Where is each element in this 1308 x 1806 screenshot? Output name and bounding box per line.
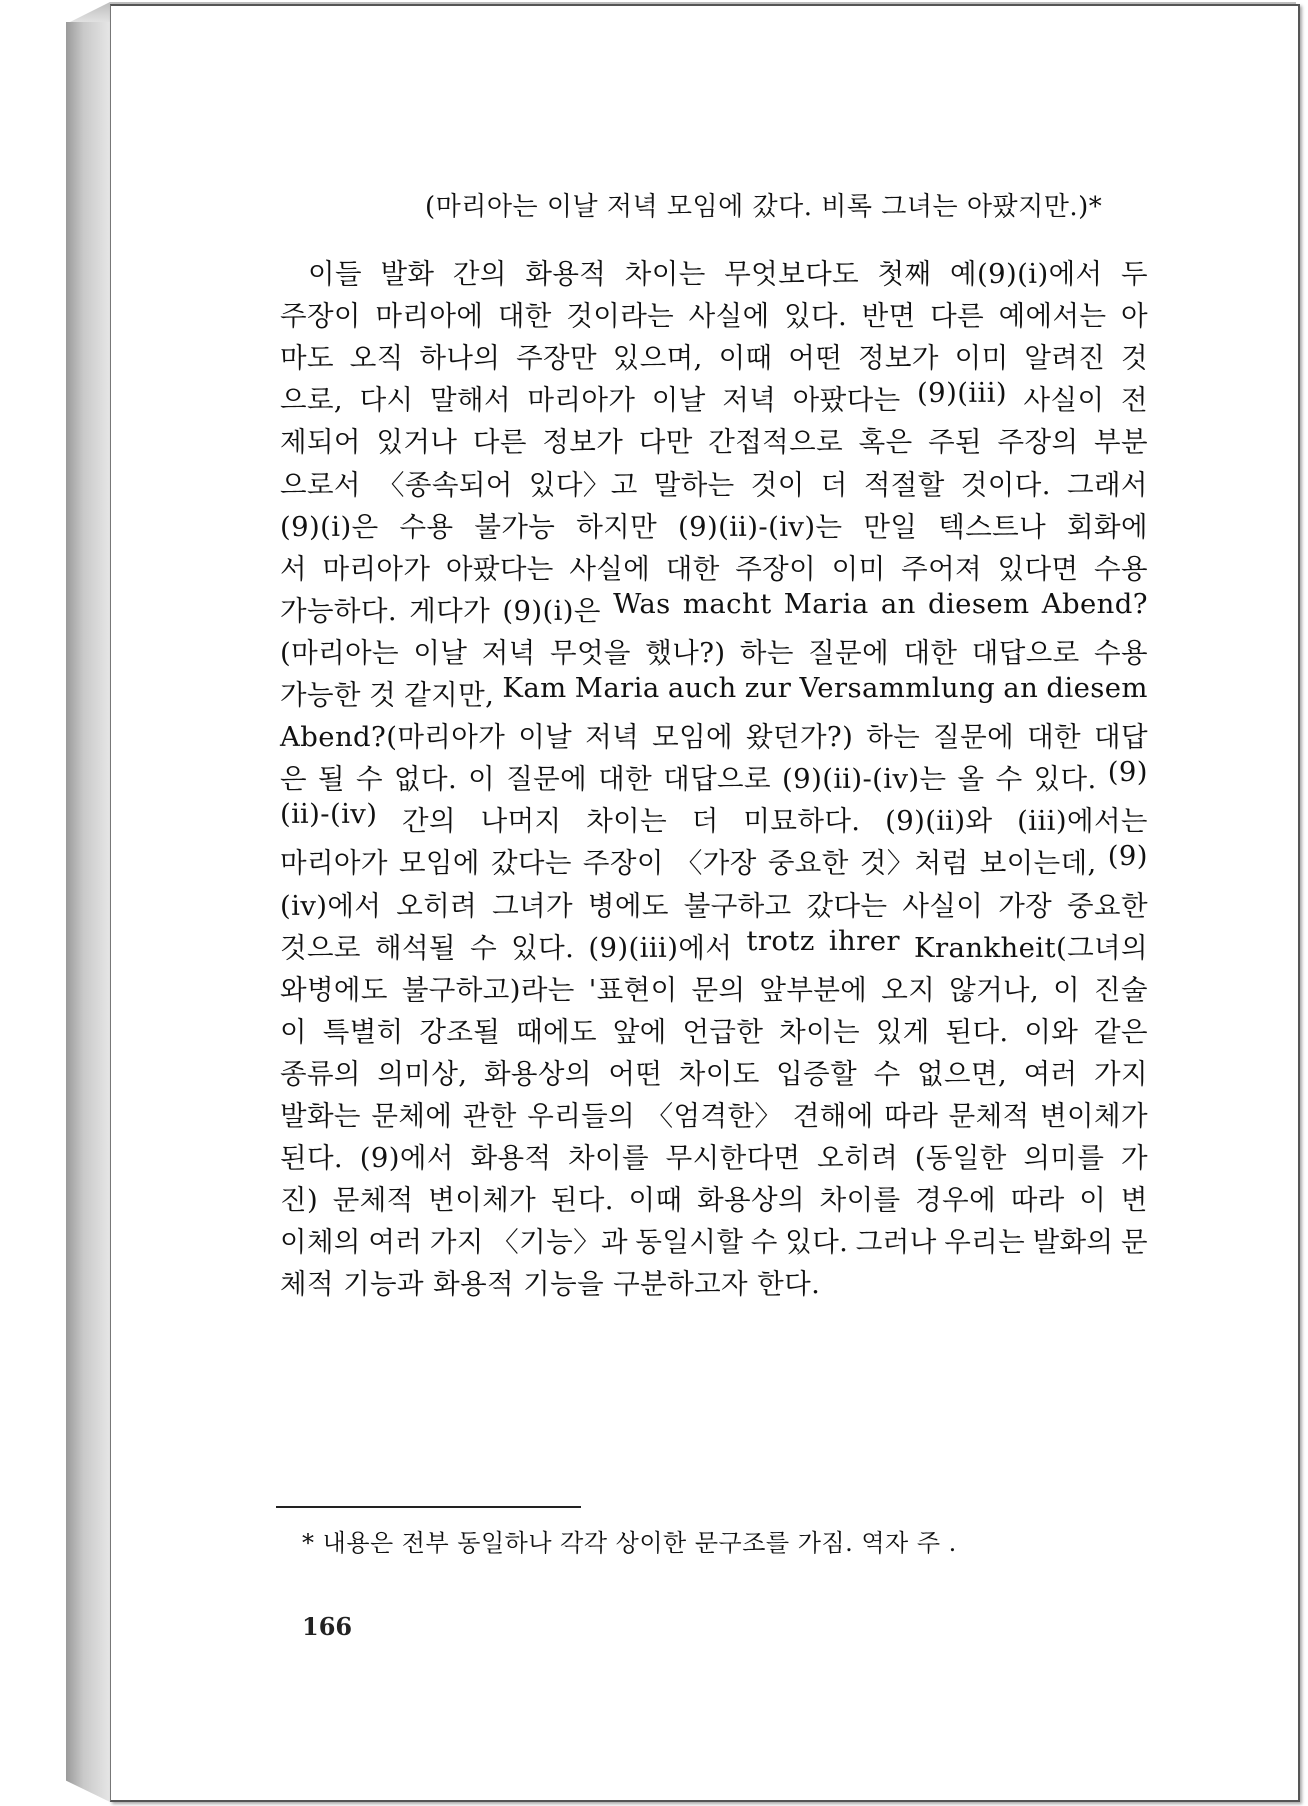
body-line: 가능한 것 같지만, Kam Maria auch zur Versammlung an diesem	[280, 672, 1148, 711]
body-line: Abend?(마리아가 이날 저녁 모임에 왔던가?) 하는 질문에 대한 대답	[280, 721, 1148, 754]
body-line: 이체의 여러 가지 〈기능〉과 동일시할 수 있다. 그러나 우리는 발화의 문	[280, 1226, 1148, 1259]
body-line: (iv)에서 오히려 그녀가 병에도 불구하고 갔다는 사실이 가장 중요한	[280, 889, 1148, 922]
body-line: (마리아는 이날 저녁 무엇을 했나?) 하는 질문에 대한 대답으로 수용	[280, 636, 1148, 669]
body-line: 이들 발화 간의 화용적 차이는 무엇보다도 첫째 예(9)(ⅰ)에서 두	[308, 258, 1148, 290]
book-spine	[66, 22, 110, 1802]
body-line: 으로서 〈종속되어 있다〉고 말하는 것이 더 적절할 것이다. 그래서	[280, 468, 1148, 501]
body-line: 된다. (9)에서 화용적 차이를 무시한다면 오히려 (동일한 의미를 가	[280, 1142, 1148, 1175]
body-line: 것으로 해석될 수 있다. (9)(iii)에서 trotz ihrer Krankheit(그녀의	[280, 924, 1148, 964]
body-line: 가능하다. 게다가 (9)(ⅰ)은 Was macht Maria an diesem Abend?	[280, 587, 1148, 627]
body-line: 마도 오직 하나의 주장만 있으며, 이때 어떤 정보가 이미 알려진 것	[280, 342, 1148, 375]
body-line: 으로, 다시 말해서 마리아가 이날 저녁 아팠다는 (9)(iii) 사실이 전	[280, 377, 1148, 417]
body-line: 진) 문체적 변이체가 된다. 이때 화용상의 차이를 경우에 따라 이 변	[280, 1184, 1148, 1217]
body-line: 종류의 의미상, 화용상의 어떤 차이도 입증할 수 없으면, 여러 가지	[280, 1057, 1148, 1090]
footnote: * 내용은 전부 동일하나 각각 상이한 문구조를 가짐. 역자 주 .	[302, 1529, 957, 1557]
body-line: 서 마리아가 아팠다는 사실에 대한 주장이 이미 주어져 있다면 수용	[280, 552, 1148, 585]
example-gloss-line: (마리아는 이날 저녁 모임에 갔다. 비록 그녀는 아팠지만.)*	[425, 192, 1103, 222]
page-number: 166	[302, 1612, 353, 1641]
body-line: (9)(ⅰ)은 수용 불가능 하지만 (9)(ⅱ)-(iv)는 만일 텍스트나 회화에	[280, 510, 1148, 543]
body-line: 주장이 마리아에 대한 것이라는 사실에 있다. 반면 다른 예에서는 아	[280, 300, 1148, 333]
footnote-divider	[276, 1506, 581, 1508]
body-line: 체적 기능과 화용적 기능을 구분하고자 한다.	[280, 1268, 821, 1301]
body-line: 발화는 문체에 관한 우리들의 〈엄격한〉 견해에 따라 문체적 변이체가	[280, 1100, 1148, 1132]
body-line: 이 특별히 강조될 때에도 앞에 언급한 차이는 있게 된다. 이와 같은	[280, 1015, 1148, 1048]
body-line: 와병에도 불구하고)라는 '표현이 문의 앞부분에 오지 않거나, 이 진술	[280, 973, 1148, 1006]
body-line: 은 될 수 없다. 이 질문에 대한 대답으로 (9)(ⅱ)-(iv)는 올 수 있다. (9)	[280, 756, 1148, 796]
body-line: 마리아가 모임에 갔다는 주장이 〈가장 중요한 것〉처럼 보이는데, (9)	[280, 840, 1148, 880]
body-line: (ⅱ)-(iv) 간의 나머지 차이는 더 미묘하다. (9)(ⅱ)와 (iii)에서는	[280, 798, 1148, 838]
body-line: 제되어 있거나 다른 정보가 다만 간접적으로 혹은 주된 주장의 부분	[280, 426, 1148, 459]
